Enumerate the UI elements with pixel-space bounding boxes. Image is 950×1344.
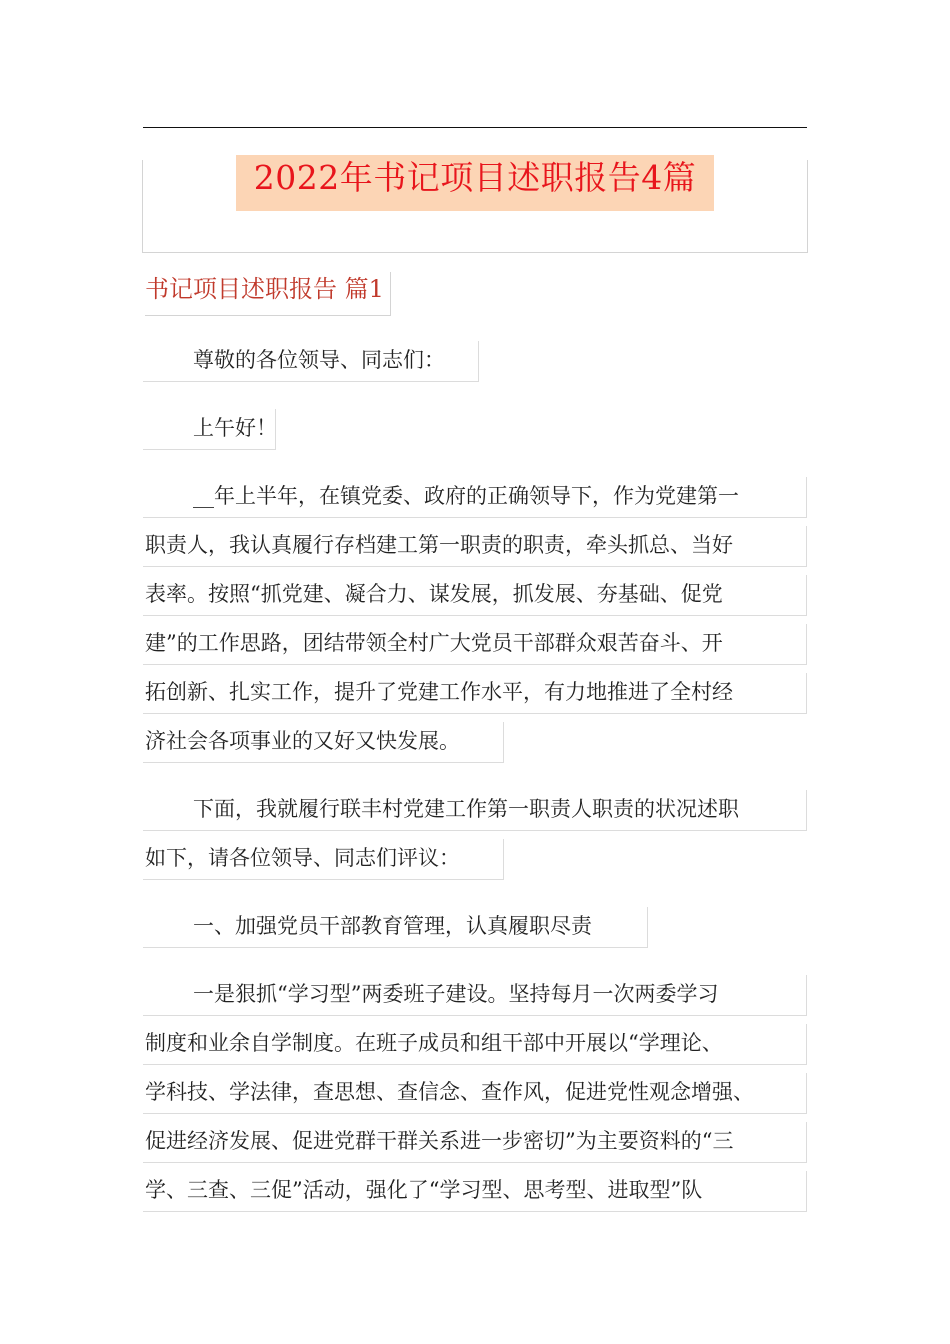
paragraph-line: 表率。按照“抓党建、凝合力、谋发展，抓发展、夯基础、促党 [143,575,807,616]
paragraph-line: 上午好！ [143,409,276,450]
paragraph-line: __年上半年，在镇党委、政府的正确领导下，作为党建第一 [143,477,807,518]
paragraph-line: 制度和业余自学制度。在班子成员和组干部中开展以“学理论、 [143,1024,807,1065]
paragraph-line: 促进经济发展、促进党群干群关系进一步密切”为主要资料的“三 [143,1122,807,1163]
paragraph-line: 如下，请各位领导、同志们评议： [143,839,504,880]
paragraph-line: 建”的工作思路，团结带领全村广大党员干部群众艰苦奋斗、开 [143,624,807,665]
paragraph-line: 尊敬的各位领导、同志们： [143,341,479,382]
section-title: 书记项目述职报告 篇1 [145,272,391,316]
paragraph-line: 学、三查、三促”活动，强化了“学习型、思考型、进取型”队 [143,1171,807,1212]
paragraph-line: 职责人，我认真履行存档建工第一职责的职责，牵头抓总、当好 [143,526,807,567]
paragraph-line: 一是狠抓“学习型”两委班子建设。坚持每月一次两委学习 [143,975,807,1016]
paragraph-line: 下面，我就履行联丰村党建工作第一职责人职责的状况述职 [143,790,807,831]
paragraph-line: 济社会各项事业的又好又快发展。 [143,722,504,763]
paragraph-line: 一、加强党员干部教育管理，认真履职尽责 [143,907,648,948]
document-title: 2022年书记项目述职报告4篇 [236,155,714,211]
paragraph-line: 学科技、学法律，查思想、查信念、查作风，促进党性观念增强、 [143,1073,807,1114]
paragraph-line: 拓创新、扎实工作，提升了党建工作水平，有力地推进了全村经 [143,673,807,714]
top-rule [143,127,807,128]
